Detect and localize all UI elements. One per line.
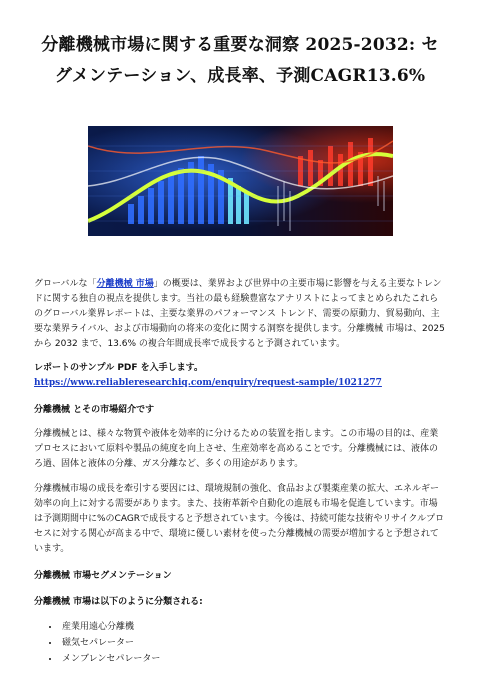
segmentation-list — [34, 619, 446, 667]
hero-image — [88, 126, 393, 236]
overview-paragraph: 分離機械とは、様々な物質や液体を効率的に分けるための装置を指します。この市場の目的は、産業プロセスにおいて原料や製品の純度を向上させ、生産効率を高めることです。分離機械には、液体のろ過、固体と液体の分離、ガス分離など、多くの用途があります。 — [34, 429, 439, 469]
section-heading-intro: 分離機械 とその市場紹介です — [34, 405, 155, 415]
list-item: • 産業用遠心分離機 — [60, 619, 446, 635]
sample-label: レポートのサンプル PDF を入手します。 — [34, 363, 203, 373]
segmentation-subheading: 分離機械 市場は以下のように分類される: — [34, 597, 203, 607]
intro-prefix: グローバルな「 — [34, 279, 97, 289]
page-title: 分離機械市場に関する重要な洞察 2025-2032: セグメンテーション、成長率、予測CAGR13.6% — [41, 35, 439, 86]
sample-request — [34, 361, 446, 391]
growth-paragraph: 分離機械市場の成長を牽引する要因には、環境規制の強化、食品および製薬産業の拡大、エネルギー効率の向上に対する需要があります。また、技術革新や自動化の進展も市場を促進しています。市場は予測期間中に%のCAGRで成長すると予想されています。今後は、持続可能な技術やリサイクルプロセスに対する関心が高まる中で、環境に優しい素材を使った分離機械の需要が増加すると予想されています。 — [34, 484, 445, 554]
market-link[interactable]: 分離機械 市場 — [96, 279, 154, 289]
intro-paragraph — [34, 277, 446, 352]
list-item: • メンブレンセパレーター — [60, 651, 446, 667]
sample-link[interactable]: https://www.reliableresearchiq.com/enquiry/request-sample/1021277 — [34, 378, 382, 388]
intro-text: 」の概要は、業界および世界中の主要市場に影響を与える主要なトレンドに関する独自の視点を提供します。当社の最も経験豊富なアナリストによってまとめられたこれらのグローバル業界レポートは、主要な業界のパフォーマンス トレンド、需要の原動力、貿易動向、主要な業界ライバル、および市場動向の将来の変化に関する洞察を提供します。分離機械 市場は、2025 から 2032 まで、13.6% の複合年間成長率で成長すると予測されています。 — [34, 279, 445, 349]
list-item: • 磁気セパレーター — [60, 635, 446, 651]
section-heading-segmentation: 分離機械 市場セグメンテーション — [34, 571, 172, 581]
